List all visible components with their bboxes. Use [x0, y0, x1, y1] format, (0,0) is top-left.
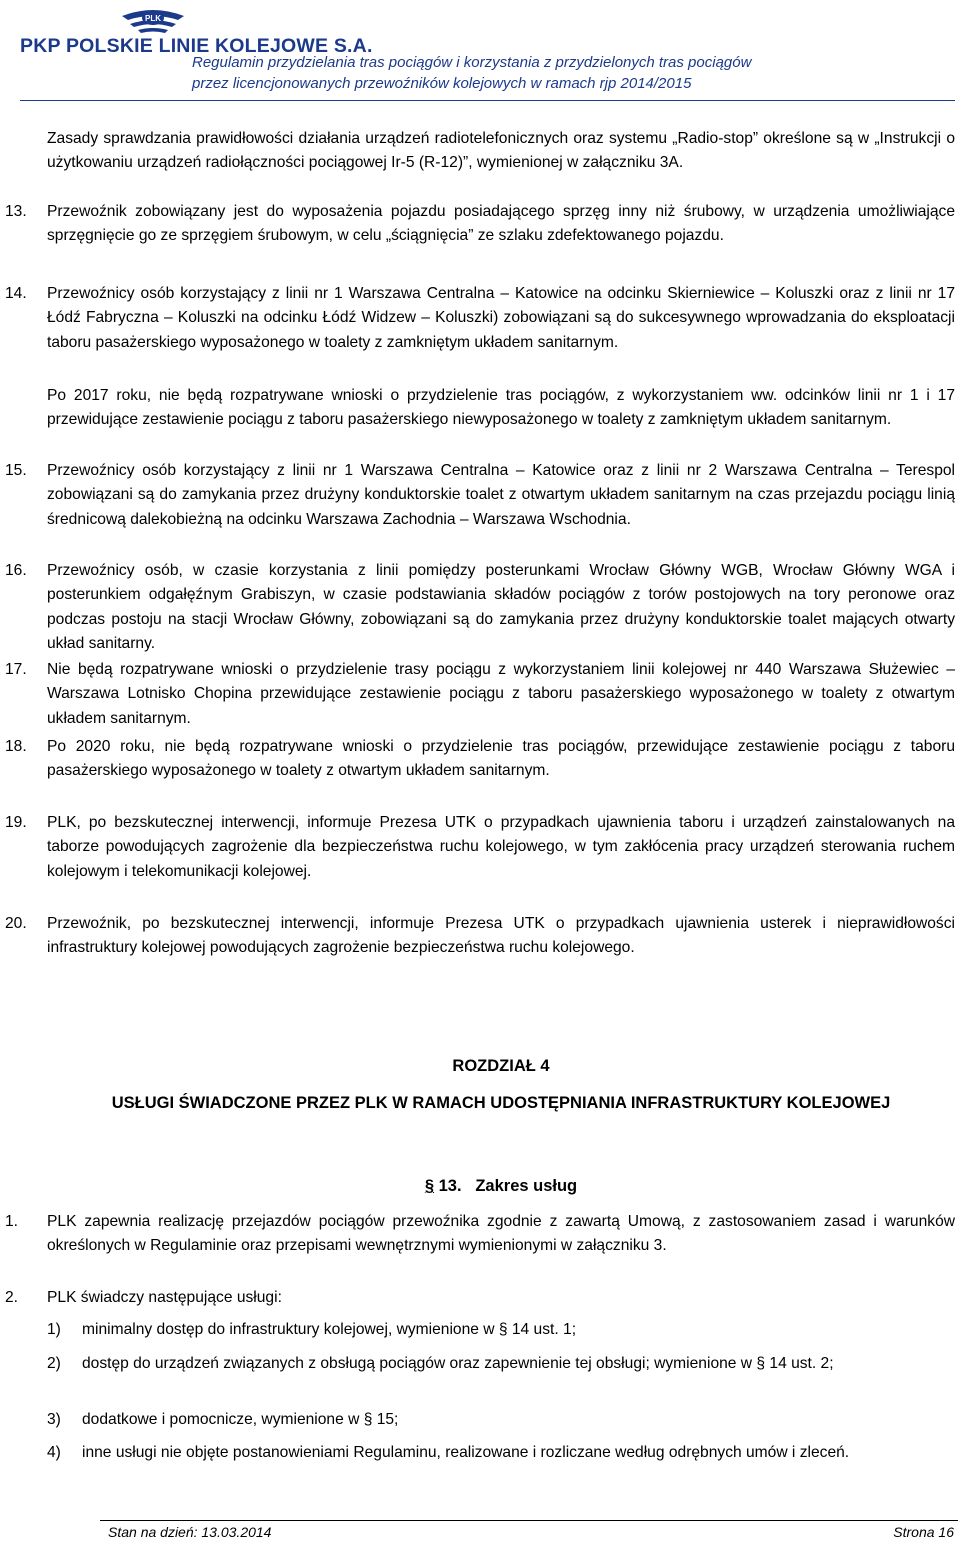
logo-text: PLK — [145, 14, 161, 23]
sub-item-number: 3) — [47, 1411, 61, 1428]
section-item-number: 2. — [5, 1289, 19, 1306]
item-text: Przewoźnicy osób korzystający z linii nr 1 Warszawa Centralna – Katowice na odcinku Skierniewice – Koluszki oraz z linii nr 17 Łódź Fabryczna – Koluszki na odcinku Łódź Widzew – Koluszki) zobowiązani są do sukcesywnego wprowadzania do eksploatacji taboru pasażerskiego wyposażonego w toalety z zamkniętym układem sanitarnym. — [47, 285, 955, 351]
section-symbol: § — [424, 1177, 435, 1195]
page-header — [0, 0, 960, 110]
item-text: PLK, po bezskutecznej interwencji, informuje Prezesa UTK o przypadkach ujawnienia taboru i urządzeń zainstalowanych na taborze powodujących zagrożenie dla bezpieczeństwa ruchu kolejowego, w tym zakłócenia pracy urządzeń sterowania ruchem kolejowym i telekomunikacji kolejowej. — [47, 814, 955, 880]
plk-logo-icon — [120, 6, 186, 36]
section-item-text: PLK zapewnia realizację przejazdów pociągów przewoźnika zgodnie z zawartą Umową, z zastosowaniem zasad i warunków określonych w Regulaminie oraz przepisami wewnętrznymi wymienionymi w załączniku 3. — [47, 1213, 955, 1255]
company-name: PKP POLSKIE LINIE KOLEJOWE S.A. — [20, 35, 373, 57]
chapter-subtitle: USŁUGI ŚWIADCZONE PRZEZ PLK W RAMACH UDOSTĘPNIANIA INFRASTRUKTURY KOLEJOWEJ — [111, 1094, 891, 1112]
sub-item-number: 4) — [47, 1444, 61, 1461]
section-title: Zakres usług — [475, 1177, 578, 1195]
footer-page-number: Strona 16 — [893, 1524, 954, 1540]
intro-paragraph: Zasady sprawdzania prawidłowości działania urządzeń radiotelefonicznych oraz systemu „Radio-stop” określone są w „Instrukcji o użytkowaniu urządzeń radiołączności pociągowej Ir-5 (R-12)”, wymienionej w załączniku 3A. — [47, 130, 955, 172]
section-number: 13 — [438, 1177, 457, 1195]
item-number: 14. — [5, 285, 27, 302]
chapter-title: ROZDZIAŁ 4 — [452, 1057, 550, 1075]
sub-item-text: inne usługi nie objęte postanowieniami Regulaminu, realizowane i rozliczane według odrębnych umów i zleceń. — [82, 1444, 850, 1461]
item-number: 17. — [5, 661, 27, 678]
item-extra-text: Po 2017 roku, nie będą rozpatrywane wnioski o przydzielenie tras pociągów, z wykorzystaniem ww. odcinków linii nr 1 i 17 przewidujące zestawienie pociągu z taboru pasażerskiego niewyposażonego w toalety z zamkniętym układem sanitarnym. — [47, 387, 955, 429]
item-text: Po 2020 roku, nie będą rozpatrywane wnioski o przydzielenie tras pociągów, przewidujące zestawienie pociągu z taboru pasażerskiego wyposażonego w toalety z otwartym układem sanitarnym. — [47, 738, 955, 780]
item-text: Przewoźnik, po bezskutecznej interwencji, informuje Prezesa UTK o przypadkach ujawnienia usterek i nieprawidłowości infrastruktury kolejowej powodujących zagrożenie bezpieczeństwa ruchu kolejowego. — [47, 915, 955, 957]
regulation-title — [192, 52, 751, 94]
item-text: Przewoźnicy osób korzystający z linii nr 1 Warszawa Centralna – Katowice oraz z linii nr 2 Warszawa Centralna – Terespol zobowiązani są do zamykania przez drużyny konduktorskie toalet z otwartym układem sanitarnym na czas przejazdu pociągu linią średnicową dalekobieżną na odcinku Warszawa Zachodnia – Warszawa Wschodnia. — [47, 462, 955, 528]
item-text: Przewoźnik zobowiązany jest do wyposażenia pojazdu posiadającego sprzęg inny niż śrubowy, w urządzenia umożliwiające sprzęgnięcie go ze sprzęgiem śrubowym, w celu „ściągnięcia” ze szlaku zdefektowanego pojazdu. — [47, 203, 955, 245]
item-text: Przewoźnicy osób, w czasie korzystania z linii pomiędzy posterunkami Wrocław Główny WGB, Wrocław Główny WGA i posterunkiem odgałęźnym Grabiszyn, w czasie podstawiania składów pociągów z torów postojowych na tory peronowe oraz podczas postoju na stacji Wrocław Główny, zobowiązani są do zamykania przez drużyny konduktorskie toalet mających otwarty układ sanitarny. — [47, 562, 955, 652]
footer-divider — [100, 1520, 958, 1521]
item-number: 16. — [5, 562, 27, 579]
header-divider — [20, 100, 955, 101]
item-number: 20. — [5, 915, 27, 932]
item-number: 15. — [5, 462, 27, 479]
section-heading — [47, 1175, 955, 1198]
item-number: 18. — [5, 738, 27, 755]
item-number: 19. — [5, 814, 27, 831]
sub-item-text: dodatkowe i pomocnicze, wymienione w § 15; — [82, 1411, 399, 1428]
sub-item-text: minimalny dostęp do infrastruktury kolejowej, wymienione w § 14 ust. 1; — [82, 1321, 577, 1338]
regulation-title-line1: Regulamin przydzielania tras pociągów i korzystania z przydzielonych tras pociągów — [192, 54, 752, 71]
section-item-text: PLK świadczy następujące usługi: — [47, 1289, 282, 1306]
sub-item-text: dostęp do urządzeń związanych z obsługą pociągów oraz zapewnienie tej obsługi; wymienione w § 14 ust. 2; — [82, 1355, 834, 1372]
regulation-title-line2: przez licencjonowanych przewoźników kolejowych w ramach rjp 2014/2015 — [192, 75, 692, 92]
item-text: Nie będą rozpatrywane wnioski o przydzielenie trasy pociągu z wykorzystaniem linii kolejowej nr 440 Warszawa Służewiec – Warszawa Lotnisko Chopina przewidujące zestawienie pociągu z taboru pasażerskiego wyposażonego w toalety z otwartym układem sanitarnym. — [47, 661, 955, 727]
footer-date: Stan na dzień: 13.03.2014 — [108, 1524, 272, 1540]
section-dot: . — [456, 1177, 462, 1195]
item-number: 13. — [5, 203, 27, 220]
sub-item-number: 1) — [47, 1321, 61, 1338]
sub-item-number: 2) — [47, 1355, 61, 1372]
section-item-number: 1. — [5, 1213, 19, 1230]
